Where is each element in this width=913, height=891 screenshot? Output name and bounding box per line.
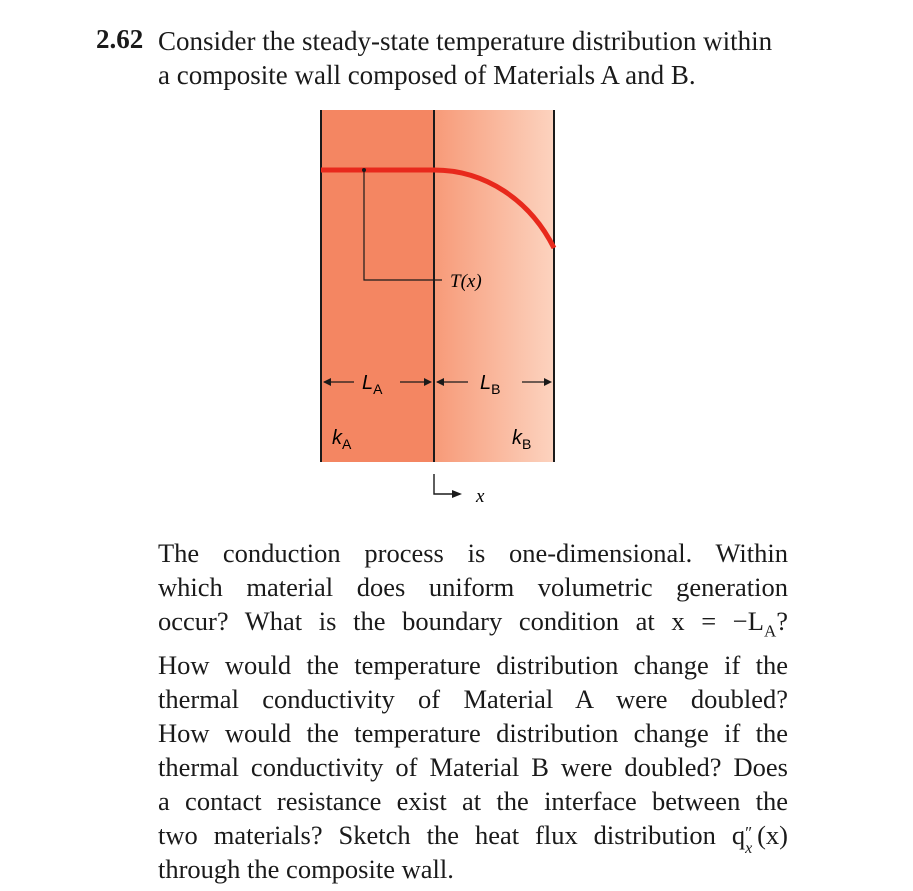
body-line: which material does uniform volumetric generation [158,572,788,602]
problem-title-line: Consider the steady-state temperature distribution within [158,26,773,56]
x-axis-indicator [434,474,485,507]
body-line-text: occur? What is the boundary condition at x = −L [158,606,764,636]
problem-title-line: a composite wall composed of Materials A and B. [158,60,696,90]
problem-title [158,24,808,92]
body-line: thermal conductivity of Material A were doubled? [158,684,788,715]
body-line: through the composite wall. [158,854,454,885]
body-line: How would the temperature distribution change if the [158,718,788,749]
body-line: thermal conductivity of Material B were doubled? Does [158,752,788,783]
body-line [158,604,788,648]
composite-wall-svg [300,110,590,510]
conductivity-b-label: $k_B$ [512,427,532,452]
x-axis-label: x [476,486,485,507]
body-line: a contact resistance exist at the interface between the [158,786,788,817]
length-a-label: $L_A$ [362,372,383,397]
body-line-end: (x) [757,820,788,851]
conductivity-a-label: $k_A$ [332,427,352,452]
body-line-text: two materials? Sketch the heat flux distribution q [158,820,746,851]
temperature-point [362,168,366,172]
temperature-label: T(x) [450,271,482,292]
problem-body [158,536,788,886]
composite-wall-figure [300,110,590,515]
body-line [158,818,788,858]
problem-number: 2.62 [96,24,144,54]
heat-flux-symbol: ″ x [745,823,753,858]
boundary-subscript: A [763,621,777,641]
body-line: How would the temperature distribution change if the [158,650,788,681]
length-b-label: $L_B$ [480,372,501,397]
body-line-end: ? [776,606,788,636]
body-line: The conduction process is one-dimensional. Within [158,538,788,568]
material-a-region [321,110,434,462]
